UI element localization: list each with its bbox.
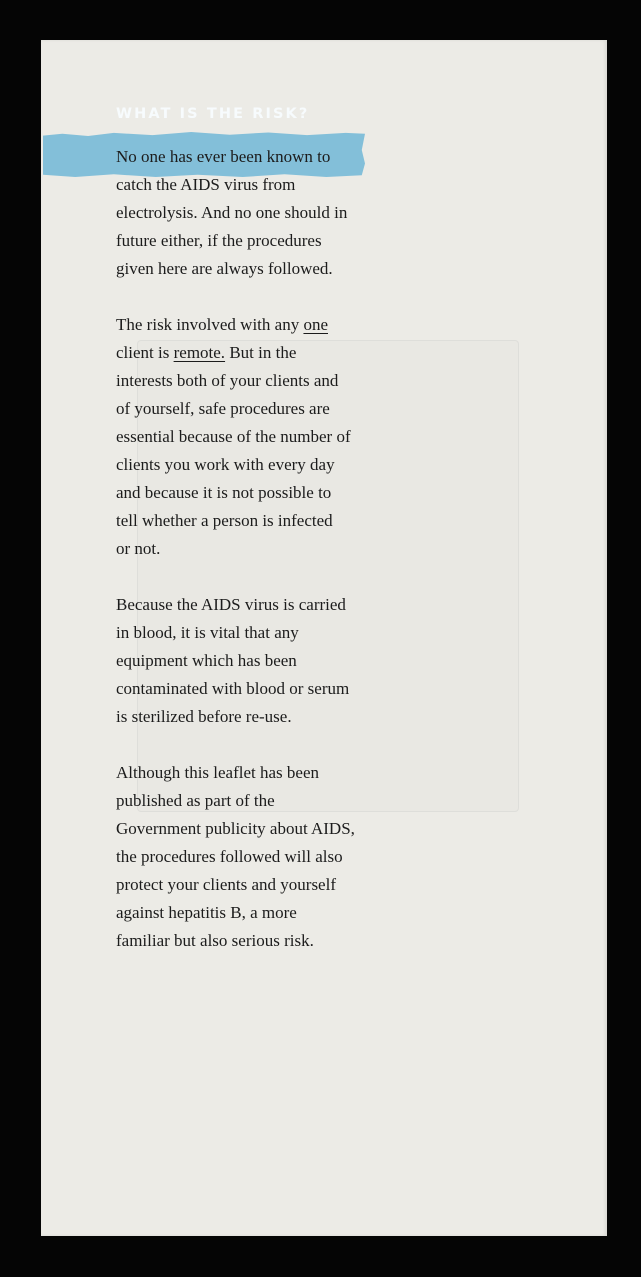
text-segment: of yourself, safe procedures are: [116, 399, 330, 418]
text-segment: and because it is not possible to: [116, 483, 332, 502]
text-segment: electrolysis. And no one should in: [116, 203, 348, 222]
text-segment: Although this leaflet has been: [116, 763, 320, 782]
paragraph-2: [116, 311, 426, 563]
paragraph-1: [116, 143, 426, 283]
text-segment: Because the AIDS virus is carried: [116, 595, 346, 614]
text-segment: But in the: [225, 343, 297, 362]
text-line: [116, 395, 426, 423]
text-segment: future either, if the procedures: [116, 231, 322, 250]
text-line: [116, 591, 426, 619]
text-line: [116, 423, 426, 451]
text-line: [116, 703, 426, 731]
text-line: [116, 927, 426, 955]
text-line: [116, 787, 426, 815]
paragraph-4: [116, 759, 426, 955]
text-segment: or not.: [116, 539, 161, 558]
paragraph-3: [116, 591, 426, 731]
text-segment: clients you work with every day: [116, 455, 335, 474]
text-line: [116, 815, 426, 843]
text-line: [116, 199, 426, 227]
text-segment: is sterilized before re-use.: [116, 707, 292, 726]
text-line: [116, 255, 426, 283]
text-line: [116, 227, 426, 255]
text-line: [116, 507, 426, 535]
text-segment: catch the AIDS virus from: [116, 175, 296, 194]
text-line: [116, 535, 426, 563]
text-line: [116, 339, 426, 367]
text-segment: given here are always followed.: [116, 259, 333, 278]
text-segment: tell whether a person is infected: [116, 511, 333, 530]
text-line: [116, 871, 426, 899]
text-segment: interests both of your clients and: [116, 371, 339, 390]
text-line: [116, 451, 426, 479]
text-segment: The risk involved with any: [116, 315, 304, 334]
text-line: [116, 479, 426, 507]
text-segment: Government publicity about AIDS,: [116, 819, 355, 838]
text-segment: familiar but also serious risk.: [116, 931, 314, 950]
text-segment: published as part of the: [116, 791, 275, 810]
text-segment: No one has ever been known to: [116, 147, 331, 166]
section-heading: WHAT IS THE RISK?: [116, 106, 310, 122]
text-segment: protect your clients and yourself: [116, 875, 336, 894]
underlined-emphasis: remote.: [173, 343, 226, 362]
body-text: [116, 143, 426, 983]
text-segment: essential because of the number of: [116, 427, 351, 446]
text-segment: equipment which has been: [116, 651, 297, 670]
text-segment: client is: [116, 343, 174, 362]
text-line: [116, 899, 426, 927]
underlined-emphasis: one: [303, 315, 328, 334]
text-line: [116, 675, 426, 703]
text-segment: against hepatitis B, a more: [116, 903, 297, 922]
text-line: [116, 143, 426, 171]
text-segment: the procedures followed will also: [116, 847, 343, 866]
text-segment: in blood, it is vital that any: [116, 623, 299, 642]
text-line: [116, 367, 426, 395]
text-segment: contaminated with blood or serum: [116, 679, 350, 698]
text-line: [116, 171, 426, 199]
text-line: [116, 619, 426, 647]
text-line: [116, 647, 426, 675]
text-line: [116, 311, 426, 339]
text-line: [116, 759, 426, 787]
text-line: [116, 843, 426, 871]
